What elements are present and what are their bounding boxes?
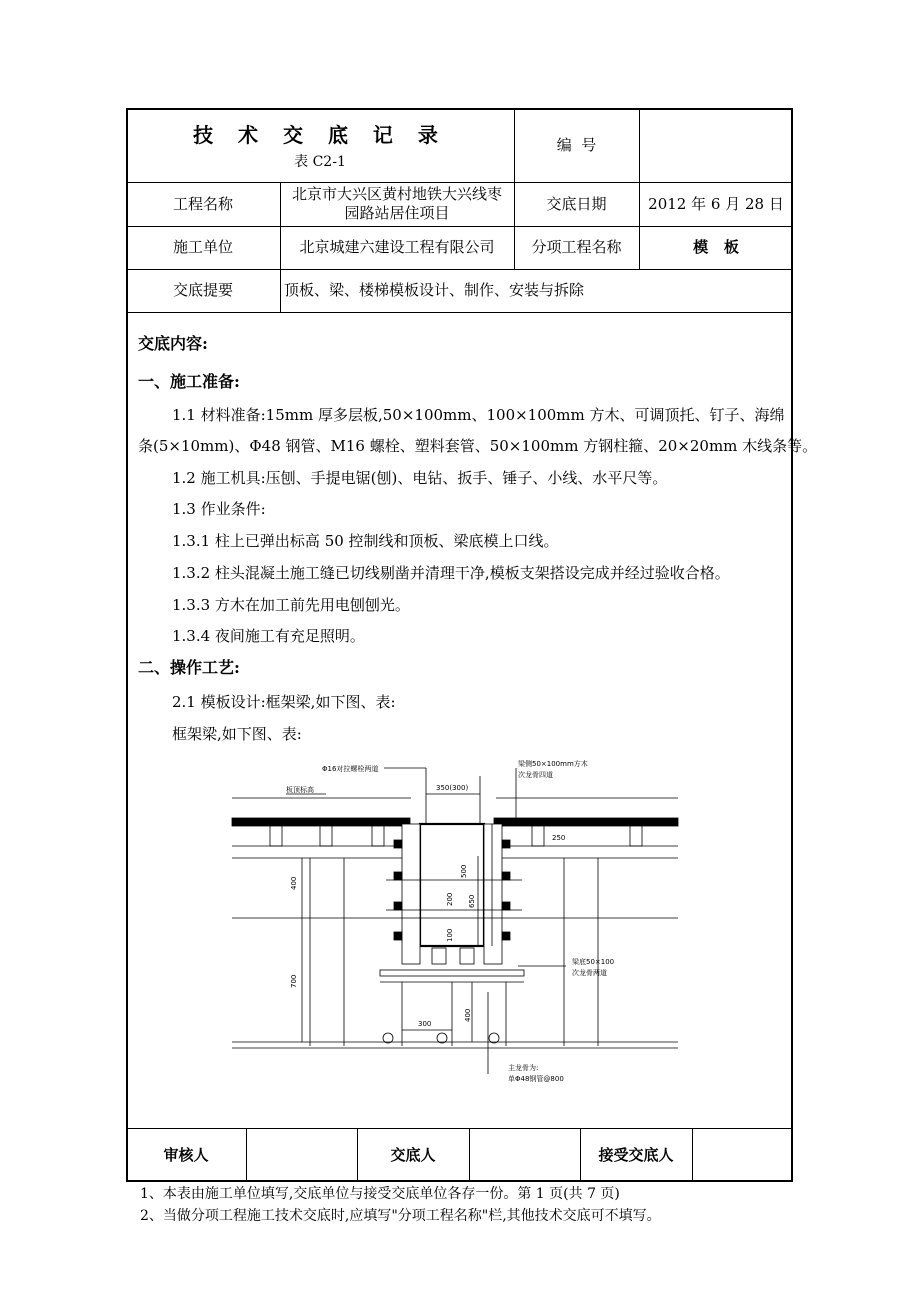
project-name-line: 北京市大兴区黄村地铁大兴线枣	[291, 185, 502, 203]
summary-label: 交底提要	[172, 281, 233, 299]
form-title: 技 术 交 底 记 录	[193, 122, 447, 147]
subproject-label: 分项工程名称	[531, 238, 622, 256]
paragraph: 1.3.4 夜间施工有充足照明。	[172, 627, 365, 645]
footnote: 2、当做分项工程施工技术交底时,应填写"分项工程名称"栏,其他技术交底可不填写。	[140, 1208, 661, 1224]
form-number: 表 C2-1	[294, 153, 346, 170]
drawing-label: 板顶标高	[286, 786, 314, 794]
dimension-label: 650	[468, 894, 476, 908]
paragraph: 条(5×10mm)、Φ48 钢管、M16 螺栓、塑料套管、50×100mm 方钢柱箍、20×20mm 木线条等。	[138, 437, 818, 455]
receiver-label: 接受交底人	[598, 1145, 674, 1164]
dimension-label: 350(300)	[436, 784, 469, 792]
drawing-label: 梁侧50×100mm方木	[518, 760, 588, 768]
paragraph: 框架梁,如下图、表:	[172, 725, 302, 743]
paragraph: 1.3.1 柱上已弹出标高 50 控制线和顶板、梁底模上口线。	[172, 532, 559, 550]
drawing-label: 梁底50×100	[572, 958, 615, 966]
date-value[interactable]: 2012 年 6 月 28 日	[648, 194, 784, 213]
dimension-label: 100	[446, 928, 454, 942]
section-title: 一、施工准备:	[138, 372, 240, 391]
subproject-value[interactable]: 模 板	[693, 238, 739, 256]
date-label: 交底日期	[546, 194, 607, 213]
project-name-value[interactable]	[280, 182, 514, 226]
dimension-label: 300	[418, 1020, 432, 1028]
drawing-label: Φ16对拉螺栓两道	[322, 765, 379, 773]
drawing-label: 次龙骨四道	[518, 771, 553, 779]
footnote: 1、本表由施工单位填写,交底单位与接受交底单位各存一份。第 1 页(共 7 页)	[140, 1186, 620, 1202]
drawing-label: 主龙骨为:	[508, 1064, 539, 1072]
drawing-label: 单Φ48钢管@800	[508, 1075, 564, 1083]
beam-formwork-drawing	[226, 756, 686, 1091]
dimension-label: 500	[460, 864, 468, 878]
project-name-line: 园路站居住项目	[344, 204, 450, 222]
discloser-field[interactable]	[469, 1128, 580, 1182]
number-value[interactable]	[639, 108, 793, 182]
receiver-field[interactable]	[692, 1128, 793, 1182]
dimension-label: 700	[290, 974, 298, 988]
reviewer-field[interactable]	[246, 1128, 357, 1182]
paragraph: 1.2 施工机具:压刨、手提电锯(刨)、电钻、扳手、锤子、小线、水平尺等。	[172, 469, 668, 487]
reviewer-label: 审核人	[163, 1145, 209, 1164]
section-title: 二、操作工艺:	[138, 658, 240, 677]
row-divider	[126, 312, 793, 313]
dimension-label: 400	[464, 1008, 472, 1022]
paragraph: 1.3 作业条件:	[172, 500, 266, 518]
contractor-value[interactable]: 北京城建六建设工程有限公司	[299, 238, 495, 256]
discloser-label: 交底人	[390, 1145, 436, 1164]
paragraph: 1.3.3 方木在加工前先用电刨刨光。	[172, 596, 410, 614]
dimension-label: 400	[290, 876, 298, 890]
project-name-label: 工程名称	[172, 194, 233, 213]
number-label: 编 号	[556, 135, 597, 154]
paragraph: 1.3.2 柱头混凝土施工缝已切线剔凿并清理干净,模板支架搭设完成并经过验收合格。	[172, 564, 730, 582]
drawing-label: 次龙骨两道	[572, 969, 607, 977]
summary-value[interactable]: 顶板、梁、楼梯模板设计、制作、安装与拆除	[284, 281, 585, 299]
dimension-label: 250	[552, 834, 566, 842]
paragraph: 1.1 材料准备:15mm 厚多层板,50×100mm、100×100mm 方木、可调顶托、钉子、海绵	[172, 406, 785, 424]
contractor-label: 施工单位	[172, 238, 233, 256]
dimension-label: 200	[446, 892, 454, 906]
content-heading: 交底内容:	[138, 334, 208, 353]
paragraph: 2.1 模板设计:框架梁,如下图、表:	[172, 693, 396, 711]
